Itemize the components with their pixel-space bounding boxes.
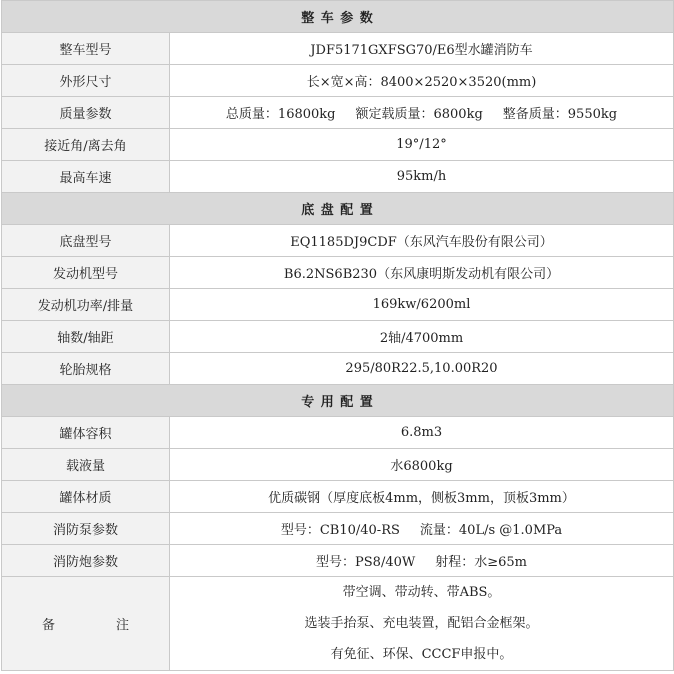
row-value (170, 545, 674, 577)
monitor-model: 型号：PS8/40W (316, 555, 416, 570)
row-value: 6.8m3 (170, 417, 674, 449)
table-row (2, 65, 674, 97)
table-row (2, 129, 674, 161)
table-row (2, 225, 674, 257)
row-value: B6.2NS6B230（东风康明斯发动机有限公司） (170, 257, 674, 289)
row-value (170, 513, 674, 545)
pump-flow: 流量：40L/s @1.0MPa (419, 523, 563, 538)
table-row (2, 481, 674, 513)
row-label: 外形尺寸 (2, 65, 170, 97)
row-label: 轴数/轴距 (2, 321, 170, 353)
row-value: 长×宽×高：8400×2520×3520(mm) (170, 65, 674, 97)
row-value: 19°/12° (170, 129, 674, 161)
row-label: 罐体材质 (2, 481, 170, 513)
section-header-row (2, 1, 674, 33)
section-header-row (2, 385, 674, 417)
remark-line: 有免征、环保、CCCF申报中。 (330, 647, 513, 662)
row-label: 消防泵参数 (2, 513, 170, 545)
row-label: 罐体容积 (2, 417, 170, 449)
remarks-row (2, 577, 674, 671)
row-value: 优质碳钢（厚度底板4mm，侧板3mm，顶板3mm） (170, 481, 674, 513)
remarks-content (170, 577, 674, 671)
total-mass: 总质量：16800kg (225, 107, 336, 122)
table-row (2, 289, 674, 321)
row-label: 整车型号 (2, 33, 170, 65)
table-row (2, 97, 674, 129)
row-value: 水6800kg (170, 449, 674, 481)
row-label: 接近角/离去角 (2, 129, 170, 161)
table-row (2, 161, 674, 193)
row-label: 质量参数 (2, 97, 170, 129)
section-title-vehicle-params: 整 车 参 数 (2, 1, 674, 33)
table-row (2, 353, 674, 385)
table-row (2, 321, 674, 353)
row-value: 95km/h (170, 161, 674, 193)
table-row (2, 417, 674, 449)
row-value: EQ1185DJ9CDF（东风汽车股份有限公司） (170, 225, 674, 257)
row-label: 载液量 (2, 449, 170, 481)
curb-mass: 整备质量：9550kg (502, 107, 618, 122)
row-label: 轮胎规格 (2, 353, 170, 385)
remarks-label-right: 注 (115, 618, 129, 633)
row-label: 消防炮参数 (2, 545, 170, 577)
row-label: 发动机功率/排量 (2, 289, 170, 321)
section-title-chassis-config: 底 盘 配 置 (2, 193, 674, 225)
monitor-range: 射程：水≥65m (435, 555, 527, 570)
remark-line: 带空调、带动转、带ABS。 (342, 585, 501, 600)
row-value: JDF5171GXFSG70/E6型水罐消防车 (170, 33, 674, 65)
row-value: 295/80R22.5,10.00R20 (170, 353, 674, 385)
section-title-special-config: 专 用 配 置 (2, 385, 674, 417)
spec-table (1, 0, 674, 671)
remarks-label-left: 备 (42, 618, 56, 633)
table-row (2, 33, 674, 65)
table-row (2, 545, 674, 577)
table-row (2, 513, 674, 545)
table-row (2, 257, 674, 289)
row-value: 2轴/4700mm (170, 321, 674, 353)
row-value: 169kw/6200ml (170, 289, 674, 321)
rated-load: 额定载质量：6800kg (355, 107, 483, 122)
remarks-label (2, 577, 170, 671)
row-label: 发动机型号 (2, 257, 170, 289)
row-value (170, 97, 674, 129)
pump-model: 型号：CB10/40-RS (280, 523, 400, 538)
row-label: 底盘型号 (2, 225, 170, 257)
remark-line: 选装手抬泵、充电装置，配铝合金框架。 (304, 616, 539, 631)
section-header-row (2, 193, 674, 225)
row-label: 最高车速 (2, 161, 170, 193)
table-row (2, 449, 674, 481)
